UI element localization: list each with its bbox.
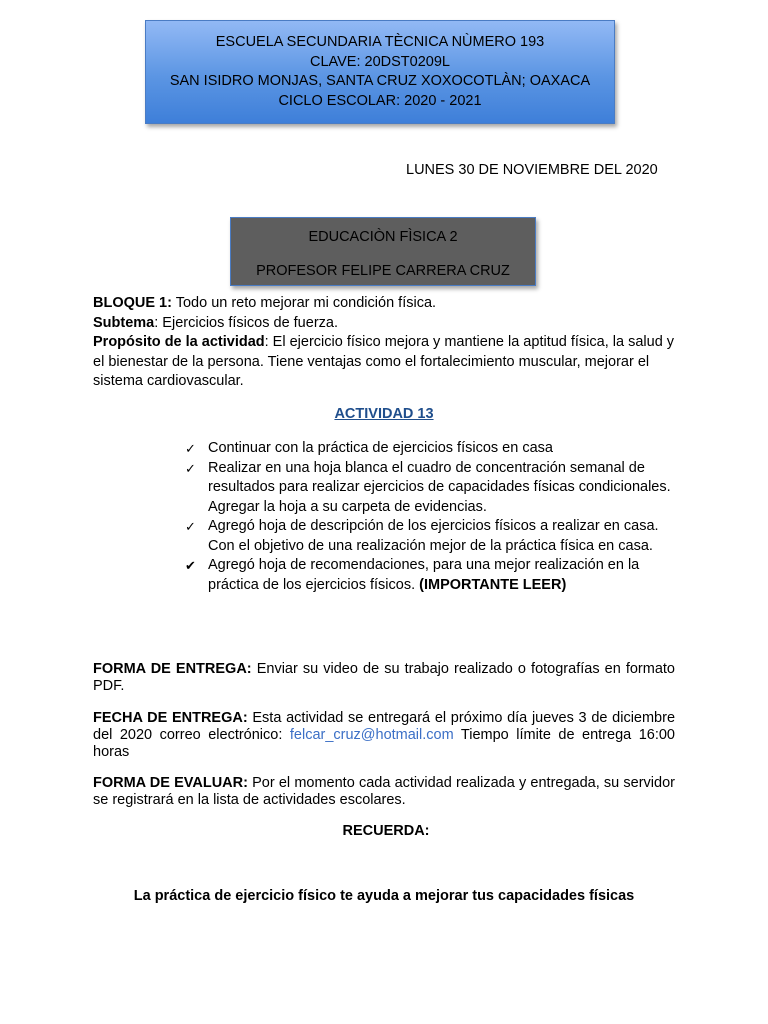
proposito-text: : El ejercicio físico mejora y mantiene la aptitud física, la salud y el bienestar de la persona. Tiene ventajas como el fortalecimiento muscular, mejorar el sistema cardiovascular.: [93, 334, 675, 389]
teacher-name: PROFESOR FELIPE CARRERA CRUZ: [256, 263, 510, 279]
email-link[interactable]: felcar_cruz@hotmail.com: [289, 727, 454, 743]
checkmark-icon: ✓: [185, 460, 196, 476]
activity-title: ACTIVIDAD 13: [334, 406, 434, 422]
delivery-date-text: Esta actividad se entregará el próximo día jueves 3 de diciembre del 2020 correo electrónico:: [93, 710, 676, 743]
evaluation-paragraph: [93, 775, 675, 809]
checklist-item-text: Agregó hoja de recomendaciones, para una mejor realización en la práctica de los ejercicios físicos.: [208, 557, 640, 593]
checklist-item: [185, 439, 675, 459]
checklist-item-text: Realizar en una hoja blanca el cuadro de concentración semanal de resultados para realizar ejercicios de capacidades físicas condicionales. Agregar la hoja a su carpeta de evidencias.: [208, 459, 671, 515]
bloque-line: [93, 294, 683, 314]
checklist-item-text: Continuar con la práctica de ejercicios físicos en casa: [208, 440, 553, 456]
subtema-label: Subtema: [93, 314, 155, 331]
evaluation-label: FORMA DE EVALUAR:: [93, 775, 248, 791]
school-header-box: [145, 20, 615, 124]
delivery-form-text: Enviar su video de su trabajo realizado o fotografías en formato PDF.: [93, 661, 675, 694]
proposito-line: [93, 333, 683, 392]
subject-name: EDUCACIÒN FÌSICA 2: [308, 229, 458, 245]
evaluation-text: Por el momento cada actividad realizada y entregada, su servidor se registrará en la lista de actividades escolares.: [93, 775, 675, 808]
closing-message: La práctica de ejercicio físico te ayuda a mejorar tus capacidades físicas: [133, 888, 635, 904]
checkmark-icon: ✓: [185, 519, 196, 534]
activity-intro: [93, 294, 683, 392]
delivery-date-label: FECHA DE ENTREGA:: [93, 710, 248, 726]
remember-heading: RECUERDA:: [342, 823, 430, 839]
checklist-item: [185, 517, 675, 556]
proposito-label: Propósito de la actividad: [93, 334, 265, 350]
checklist-item-text: Agregó hoja de descripción de los ejercicios físicos a realizar en casa. Con el objetivo de una realización mejor de la práctica física en casa.: [208, 518, 659, 554]
delivery-date-paragraph: [93, 710, 675, 761]
checklist-item: [185, 459, 675, 518]
delivery-form-paragraph: [93, 661, 675, 695]
important-note: (IMPORTANTE LEER): [419, 576, 567, 593]
school-name: ESCUELA SECUNDARIA TÈCNICA NÙMERO 193: [215, 34, 545, 50]
subtema-text: : Ejercicios físicos de fuerza.: [154, 314, 338, 331]
checkmark-icon: ✓: [185, 441, 196, 456]
subtema-line: [93, 314, 683, 334]
bloque-text: Todo un reto mejorar mi condición física.: [171, 295, 437, 311]
checklist-item: [185, 556, 675, 595]
activity-checklist: [185, 439, 675, 595]
bloque-label: BLOQUE 1:: [93, 295, 172, 311]
heavy-checkmark-icon: ✔: [185, 558, 196, 573]
subject-box: [230, 217, 536, 286]
document-date: LUNES 30 DE NOVIEMBRE DEL 2020: [406, 162, 658, 178]
school-key: CLAVE: 20DST0209L: [310, 53, 450, 70]
delivery-deadline-text: Tiempo límite de entrega 16:00 horas: [93, 727, 675, 760]
delivery-form-label: FORMA DE ENTREGA:: [93, 661, 252, 677]
school-location: SAN ISIDRO MONJAS, SANTA CRUZ XOXOCOTLÀN; OAXACA: [169, 73, 591, 89]
school-year: CICLO ESCOLAR: 2020 - 2021: [278, 92, 482, 109]
